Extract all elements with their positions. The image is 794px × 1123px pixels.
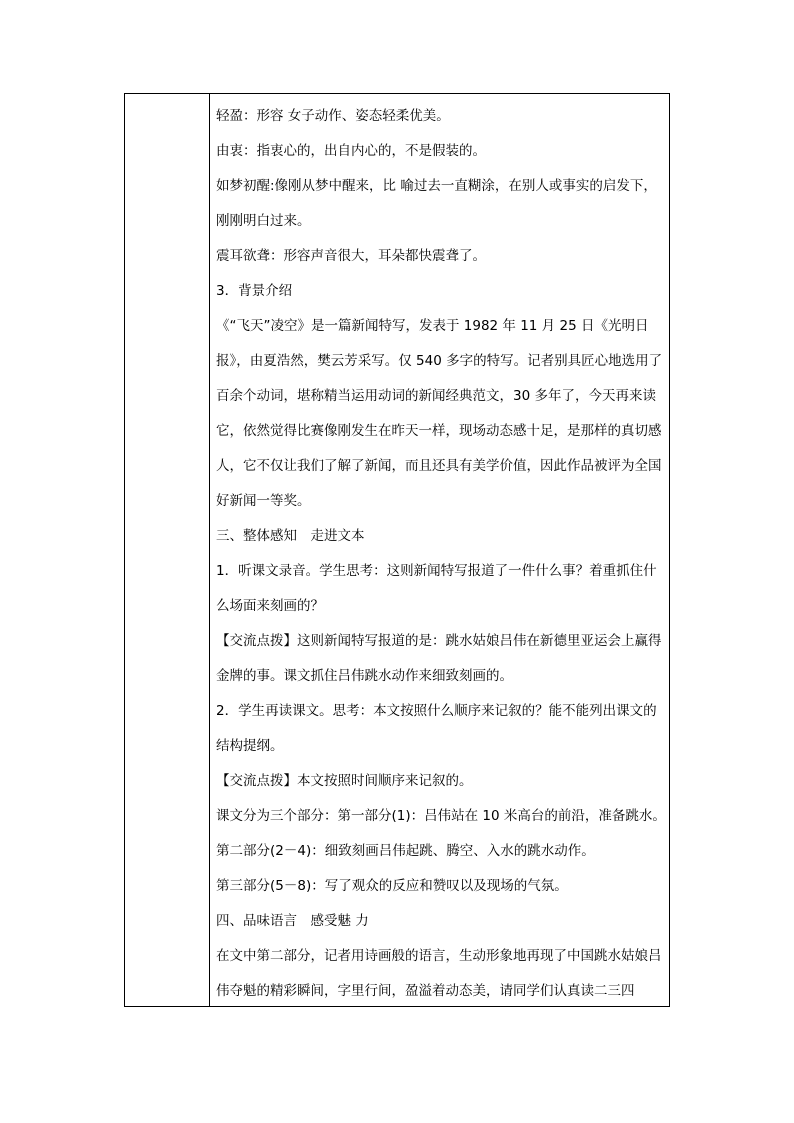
paragraph-language: 在文中第二部分，记者用诗画般的语言，生动形象地再现了中国跳水姑娘吕伟夺魁的精彩瞬间，字里行间，盈溢着动态美，请同学们认真读二三四 bbox=[216, 948, 662, 999]
paragraph-task-1: 1．听课文录音。学生思考：这则新闻特写报道了一件什么事？着重抓住什么场面来刻画的？ bbox=[216, 563, 657, 614]
paragraph-vocab-youzhong: 由衷：指衷心的，出自内心的，不是假装的。 bbox=[216, 143, 486, 159]
document-table bbox=[124, 93, 670, 1007]
paragraph-answer-1: 【交流点拨】这则新闻特写报道的是：跳水姑娘吕伟在新德里亚运会上赢得金牌的事。课文抓住吕伟跳水动作来细致刻画的。 bbox=[216, 633, 662, 684]
paragraph-answer-2: 【交流点拨】本文按照时间顺序来记叙的。 bbox=[216, 773, 473, 789]
paragraph-vocab-rumengchuxing: 如梦初醒:像刚从梦中醒来，比 喻过去一直糊涂，在别人或事实的启发下，刚刚明白过来。 bbox=[216, 178, 657, 229]
paragraph-background: 《“飞天”凌空》是一篇新闻特写，发表于 1982 年 11 月 25 日《光明日报》，由夏浩然，樊云芳采写。仅 540 多字的特写。记者别具匠心地选用了百余个动词，堪称精当运用动词的新闻经典范文，30 多年了，今天再来读它，依然觉得比赛像刚发生在昨天一样，现场动态感十足，是那样的真切感人，它不仅让我们了解了新闻，而且还具有美学价值，因此作品被评为全国好新闻一等奖。 bbox=[216, 318, 663, 509]
paragraph-part-1: 课文分为三个部分：第一部分(1)：吕伟站在 10 米高台的前沿，准备跳水。 bbox=[216, 808, 666, 824]
section-heading-language: 四、品味语言 感受魅 力 bbox=[216, 913, 369, 929]
paragraph-vocab-qingying: 轻盈：形容 女子动作、姿态轻柔优美。 bbox=[216, 108, 450, 124]
paragraph-vocab-zhenERyulong: 震耳欲聋：形容声音很大，耳朵都快震聋了。 bbox=[216, 248, 486, 264]
section-heading-overall: 三、整体感知 走进文本 bbox=[216, 528, 365, 544]
paragraph-part-2: 第二部分(2－4)：细致刻画吕伟起跳、腾空、入水的跳水动作。 bbox=[216, 843, 595, 859]
table-content-cell bbox=[210, 94, 669, 1006]
paragraph-part-3: 第三部分(5－8)：写了观众的反应和赞叹以及现场的气氛。 bbox=[216, 878, 568, 894]
paragraph-task-2: 2．学生再读课文。思考：本文按照什么顺序来记叙的？能不能列出课文的结构提纲。 bbox=[216, 703, 657, 754]
table-left-column bbox=[125, 94, 210, 1006]
section-heading-background: 3．背景介绍 bbox=[216, 283, 293, 299]
